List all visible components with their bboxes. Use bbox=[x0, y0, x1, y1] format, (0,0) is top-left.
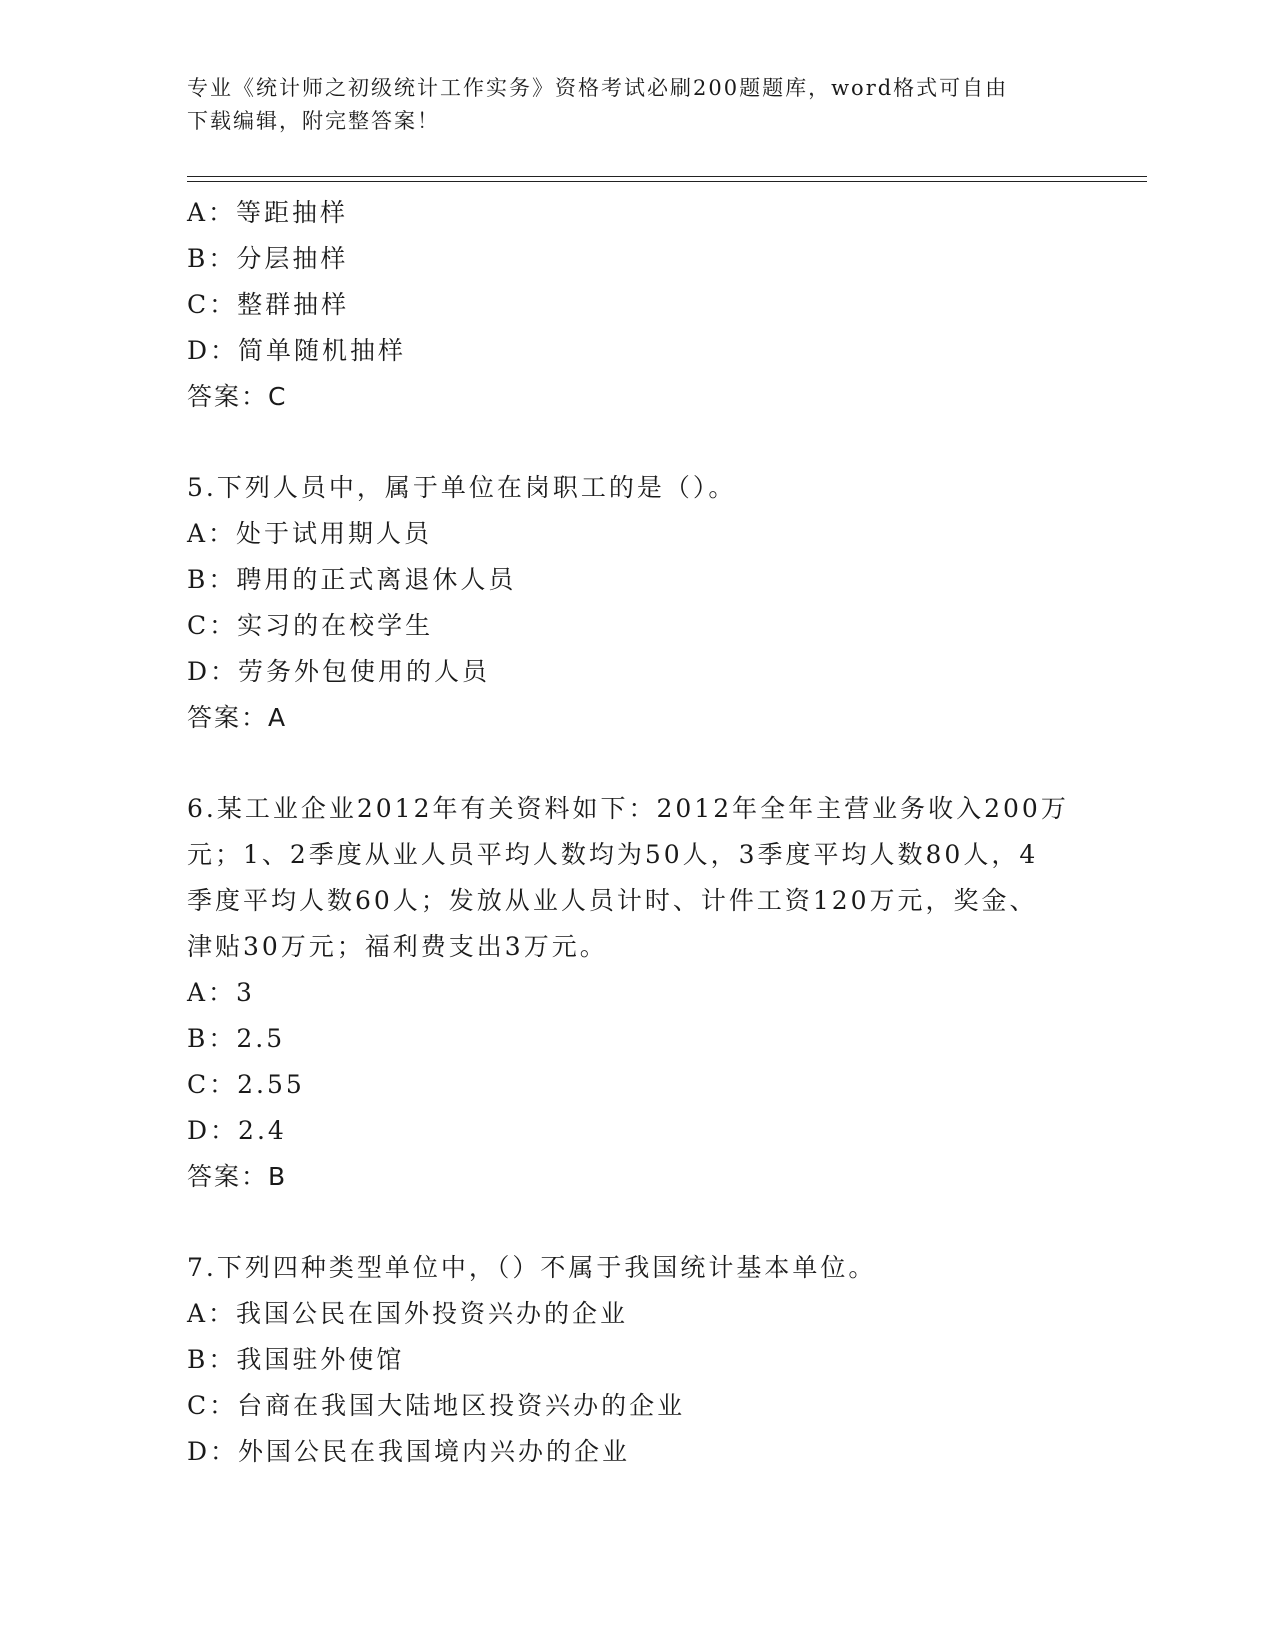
option-a: A：我国公民在国外投资兴办的企业 bbox=[187, 1299, 629, 1328]
header-divider-bottom bbox=[187, 181, 1147, 182]
answer-line: 答案：C bbox=[187, 382, 288, 411]
question-stem: 5.下列人员中，属于单位在岗职工的是（）。 bbox=[187, 473, 737, 502]
option-c: C：台商在我国大陆地区投资兴办的企业 bbox=[187, 1391, 686, 1420]
option-b: B：我国驻外使馆 bbox=[187, 1345, 405, 1374]
header-line-2: 下载编辑，附完整答案！ bbox=[187, 109, 440, 133]
option-c: C：整群抽样 bbox=[187, 290, 350, 319]
option-d: D：劳务外包使用的人员 bbox=[187, 657, 491, 686]
option-c: C：实习的在校学生 bbox=[187, 611, 434, 640]
document-header bbox=[187, 72, 1067, 138]
option-a: A：3 bbox=[187, 978, 255, 1007]
header-line-1: 专业《统计师之初级统计工作实务》资格考试必刷200题题库，word格式可自由 bbox=[187, 76, 1009, 100]
option-c: C：2.55 bbox=[187, 1070, 305, 1099]
question-stem-line-1: 6.某工业企业2012年有关资料如下：2012年全年主营业务收入200万 bbox=[187, 794, 1069, 823]
option-b: B：聘用的正式离退休人员 bbox=[187, 565, 517, 594]
question-content bbox=[187, 190, 1087, 1475]
answer-line: 答案：A bbox=[187, 703, 288, 732]
question-7 bbox=[187, 1245, 1087, 1475]
option-d: D：2.4 bbox=[187, 1116, 287, 1145]
spacer bbox=[187, 741, 1087, 786]
question-stem: 7.下列四种类型单位中，（）不属于我国统计基本单位。 bbox=[187, 1253, 877, 1282]
option-d: D：简单随机抽样 bbox=[187, 336, 407, 365]
option-a: A：等距抽样 bbox=[187, 198, 349, 227]
spacer bbox=[187, 420, 1087, 465]
option-b: B：2.5 bbox=[187, 1024, 286, 1053]
question-stem-line-2: 元；1、2季度从业人员平均人数均为50人，3季度平均人数80人，4 bbox=[187, 840, 1039, 869]
question-stem-line-3: 季度平均人数60人；发放从业人员计时、计件工资120万元，奖金、 bbox=[187, 886, 1038, 915]
question-6 bbox=[187, 786, 1087, 1200]
answer-line: 答案：B bbox=[187, 1162, 288, 1191]
question-5 bbox=[187, 465, 1087, 741]
header-divider-top bbox=[187, 176, 1147, 177]
option-d: D：外国公民在我国境内兴办的企业 bbox=[187, 1437, 631, 1466]
option-b: B：分层抽样 bbox=[187, 244, 349, 273]
question-stem-line-4: 津贴30万元；福利费支出3万元。 bbox=[187, 932, 608, 961]
spacer bbox=[187, 1200, 1087, 1245]
option-a: A：处于试用期人员 bbox=[187, 519, 433, 548]
question-4 bbox=[187, 190, 1087, 420]
